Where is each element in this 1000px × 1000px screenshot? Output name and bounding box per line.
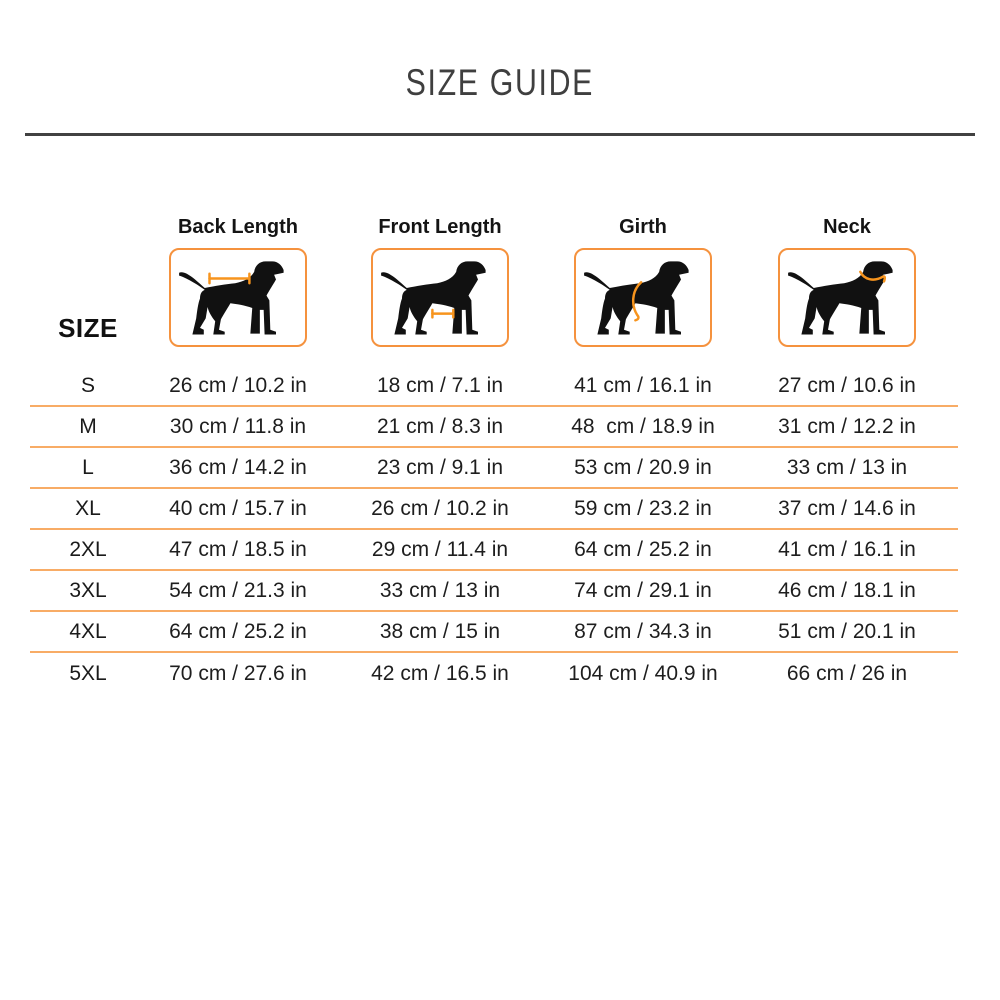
row-size-value: L [82,455,94,479]
row-back-length-value: 26 cm / 10.2 in [169,373,307,397]
row-girth-value: 104 cm / 40.9 in [568,661,718,685]
neck-label: Neck [823,216,871,238]
row-front-length-value: 18 cm / 7.1 in [376,373,504,397]
dog-girth-icon [574,248,712,347]
row-front-length-value: 23 cm / 9.1 in [376,455,504,479]
table-row [30,530,958,571]
row-girth-value: 41 cm / 16.1 in [574,373,712,397]
row-size-value: 3XL [69,578,107,602]
title-divider [25,133,975,136]
row-back-length-value: 64 cm / 25.2 in [169,619,307,643]
size-column-header: SIZE [58,313,118,343]
row-back-length-value: 36 cm / 14.2 in [169,455,307,479]
row-size-value: M [79,414,97,438]
table-row [30,407,958,448]
row-front-length-value: 38 cm / 15 in [379,619,501,643]
row-girth-value: 59 cm / 23.2 in [574,496,712,520]
column-header-neck [736,216,958,352]
front-length-label: Front Length [378,216,502,238]
row-back-length-value: 54 cm / 21.3 in [169,578,307,602]
row-girth-value: 87 cm / 34.3 in [574,619,712,643]
row-size-value: 5XL [69,661,107,685]
table-row [30,571,958,612]
row-size-value: 2XL [69,537,107,561]
table-row [30,612,958,653]
back-length-label: Back Length [177,216,299,238]
row-neck-value: 51 cm / 20.1 in [778,619,916,643]
row-girth-value: 48 cm / 18.9 in [571,414,715,438]
table-row [30,366,958,407]
row-neck-value: 37 cm / 14.6 in [778,496,916,520]
row-neck-value: 41 cm / 16.1 in [778,537,916,561]
row-front-length-value: 42 cm / 16.5 in [371,661,509,685]
dog-back-length-icon [169,248,307,347]
row-back-length-value: 47 cm / 18.5 in [169,537,307,561]
page-title: SIZE GUIDE [405,62,595,103]
table-row [30,489,958,530]
row-girth-value: 64 cm / 25.2 in [574,537,712,561]
row-front-length-value: 29 cm / 11.4 in [371,537,509,561]
row-back-length-value: 70 cm / 27.6 in [169,661,307,685]
table-row [30,653,958,694]
girth-label: Girth [619,216,667,238]
dog-front-length-icon [371,248,509,347]
column-header-front-length [330,216,550,352]
row-size-value: 4XL [69,619,107,643]
dog-neck-icon [778,248,916,347]
row-size-value: S [80,373,95,397]
row-neck-value: 46 cm / 18.1 in [778,578,916,602]
row-neck-value: 66 cm / 26 in [786,661,908,685]
table-row [30,448,958,489]
row-neck-value: 27 cm / 10.6 in [778,373,916,397]
row-front-length-value: 26 cm / 10.2 in [371,496,509,520]
size-guide-table [30,216,958,694]
column-header-girth [550,216,736,352]
row-size-value: XL [75,496,101,520]
row-front-length-value: 33 cm / 13 in [379,578,501,602]
row-girth-value: 74 cm / 29.1 in [574,578,712,602]
table-header-row [30,216,958,352]
row-front-length-value: 21 cm / 8.3 in [376,414,504,438]
row-girth-value: 53 cm / 20.9 in [574,455,712,479]
row-neck-value: 33 cm / 13 in [786,455,908,479]
row-back-length-value: 40 cm / 15.7 in [169,496,307,520]
row-neck-value: 31 cm / 12.2 in [778,414,916,438]
row-back-length-value: 30 cm / 11.8 in [169,414,307,438]
column-header-back-length [146,216,330,352]
table-body [30,366,958,694]
